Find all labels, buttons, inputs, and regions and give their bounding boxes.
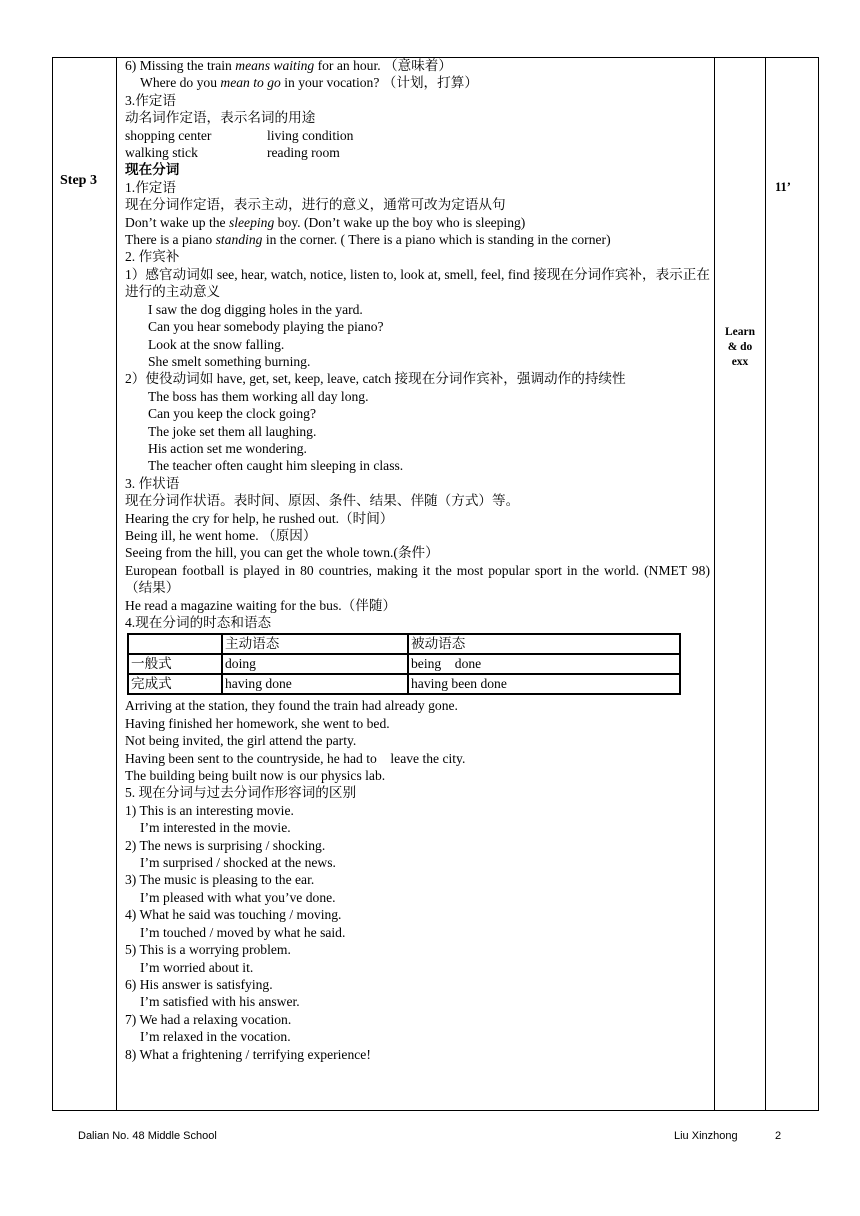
tense-voice-table <box>127 633 681 695</box>
example-line: I’m interested in the movie. <box>140 820 291 836</box>
column-divider <box>116 57 117 1111</box>
step-label: Step 3 <box>60 173 97 188</box>
example-line: Arriving at the station, they found the train had already gone. <box>125 698 458 714</box>
example-line: I’m relaxed in the vocation. <box>140 1029 291 1045</box>
example-line: 5) This is a worrying problem. <box>125 942 291 958</box>
example-line: Can you keep the clock going? <box>148 406 316 422</box>
example-line: I’m pleased with what you’ve done. <box>140 889 336 905</box>
example-line: He read a magazine waiting for the bus.（伴随） <box>125 597 397 613</box>
table-row <box>128 674 680 694</box>
example-line: Having finished her homework, she went to bed. <box>125 715 390 731</box>
table-cell <box>128 634 222 654</box>
example-line: The building being built now is our physics lab. <box>125 768 386 784</box>
text-line: 2）使役动词如 have, get, set, keep, leave, catch 接现在分词作宾补，强调动作的持续性 <box>125 371 626 387</box>
example-line: 4) What he said was touching / moving. <box>125 907 342 923</box>
example-line: 3) The music is pleasing to the ear. <box>125 872 315 888</box>
text-line: 现在分词作状语。表时间、原因、条件、结果、伴随（方式）等。 <box>125 493 520 509</box>
table-row <box>128 634 680 654</box>
example-line: Can you hear somebody playing the piano? <box>148 319 384 335</box>
table-cell: 一般式 <box>128 654 222 674</box>
section-heading: 3.作定语 <box>125 92 176 108</box>
example-line: I’m touched / moved by what he said. <box>140 924 346 940</box>
example-line: His action set me wondering. <box>148 440 307 456</box>
example-line: Hearing the cry for help, he rushed out.（时间） <box>125 510 394 526</box>
topic-heading: 现在分词 <box>125 162 180 178</box>
column-divider <box>714 57 715 1111</box>
activity-label: Learn & do exx <box>724 326 756 368</box>
example-line: I’m satisfied with his answer. <box>140 994 300 1010</box>
example-line: The joke set them all laughing. <box>148 423 317 439</box>
example-line: Not being invited, the girl attend the party. <box>125 733 357 749</box>
example-line: Look at the snow falling. <box>148 336 285 352</box>
section-heading: 3. 作状语 <box>125 475 180 491</box>
text-line: 现在分词作定语，表示主动，进行的意义，通常可改为定语从句 <box>125 197 506 213</box>
page-number: 2 <box>775 1130 782 1142</box>
example-line: I’m worried about it. <box>140 959 254 975</box>
column-divider <box>765 57 766 1111</box>
example-pair: walking stick reading room <box>125 145 340 161</box>
example-line: 7) We had a relaxing vocation. <box>125 1011 292 1027</box>
table-cell: doing <box>222 654 408 674</box>
example-pair: shopping center living condition <box>125 127 354 143</box>
text-paragraph: 1）感官动词如 see, hear, watch, notice, listen to, look at, smell, feel, find 接现在分词作宾补，表示正在进行的主动意义 <box>125 266 710 300</box>
text-line: Don’t wake up the sleeping boy. (Don’t wake up the boy who is sleeping) <box>125 214 526 230</box>
section-heading: 4.现在分词的时态和语态 <box>125 615 272 630</box>
footer-school: Dalian No. 48 Middle School <box>78 1130 217 1142</box>
example-line: She smelt something burning. <box>148 353 311 369</box>
example-line: Having been sent to the countryside, he had to leave the city. <box>125 750 466 766</box>
table-row <box>128 654 680 674</box>
example-line: I’m surprised / shocked at the news. <box>140 855 336 871</box>
text-line: There is a piano standing in the corner. ( There is a piano which is standing in the corner) <box>125 232 611 248</box>
text-line: Where do you mean to go in your vocation? （计划，打算） <box>140 75 478 91</box>
example-line: 2) The news is surprising / shocking. <box>125 837 326 853</box>
text-line: 6) Missing the train means waiting for an hour. （意味着） <box>125 58 452 73</box>
text-line: 动名词作定语，表示名词的用途 <box>125 110 316 126</box>
table-cell: having done <box>222 674 408 694</box>
example-line: Being ill, he went home. （原因） <box>125 527 317 543</box>
section-heading: 1.作定语 <box>125 179 176 195</box>
example-line: The boss has them working all day long. <box>148 388 369 404</box>
section-heading: 2. 作宾补 <box>125 249 180 265</box>
table-cell: 主动语态 <box>222 634 408 654</box>
footer-author: Liu Xinzhong <box>674 1130 738 1142</box>
lesson-content <box>125 57 710 1063</box>
table-cell: being done <box>408 654 680 674</box>
section-heading: 5. 现在分词与过去分词作形容词的区别 <box>125 785 357 801</box>
table-cell: having been done <box>408 674 680 694</box>
time-label: 11’ <box>775 180 791 194</box>
example-line: 1) This is an interesting movie. <box>125 802 294 818</box>
example-line: The teacher often caught him sleeping in class. <box>148 458 404 474</box>
example-line: Seeing from the hill, you can get the whole town.(条件） <box>125 545 439 561</box>
example-paragraph: European football is played in 80 countries, making it the most popular sport in the world. (NMET 98)（结果） <box>125 562 710 596</box>
table-cell: 被动语态 <box>408 634 680 654</box>
example-line: 8) What a frightening / terrifying experience! <box>125 1046 371 1062</box>
example-line: 6) His answer is satisfying. <box>125 976 273 992</box>
table-cell: 完成式 <box>128 674 222 694</box>
example-line: I saw the dog digging holes in the yard. <box>148 301 363 317</box>
